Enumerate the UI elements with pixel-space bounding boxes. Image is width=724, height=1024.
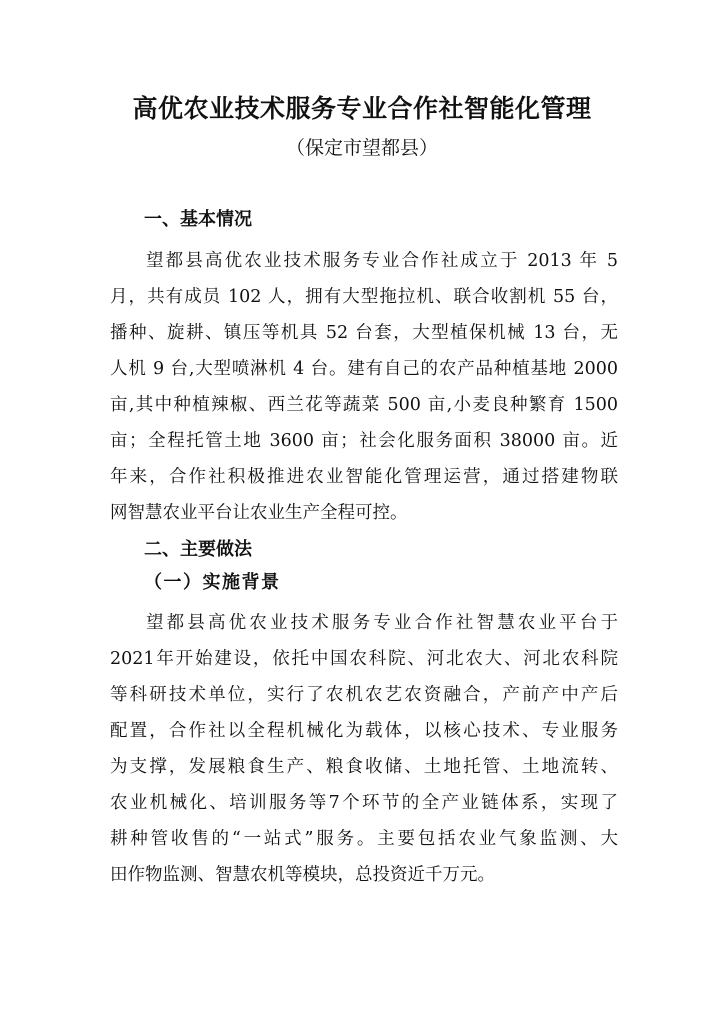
paragraph-line: 为支撑，发展粮食生产、粮食收储、土地托管、土地流转、 — [110, 757, 618, 777]
paragraph-line: 2021年开始建设，依托中国农科院、河北农大、河北农科院 — [110, 649, 618, 669]
paragraph-line: 望都县高优农业技术服务专业合作社智慧农业平台于 — [146, 613, 618, 633]
paragraph-line: 人机 9 台,大型喷淋机 4 台。建有自己的农产品种植基地 2000 — [110, 359, 618, 379]
paragraph-line: 月，共有成员 102 人，拥有大型拖拉机、联合收割机 55 台， — [110, 287, 618, 307]
document-subtitle: （保定市望都县） — [285, 137, 438, 159]
paragraph-basic-info — [110, 243, 618, 531]
paragraph-line: 田作物监测、智慧农机等模块，总投资近千万元。 — [110, 865, 495, 885]
document-title: 高优农业技术服务专业合作社智能化管理 — [132, 94, 592, 123]
paragraph-line: 亩；全程托管土地 3600 亩；社会化服务面积 38000 亩。近 — [110, 431, 618, 451]
paragraph-line: 配置，合作社以全程机械化为载体，以核心技术、专业服务 — [110, 721, 618, 741]
paragraph-line: 网智慧农业平台让农业生产全程可控。 — [110, 503, 408, 523]
subsection-heading-background: （一）实施背景 — [144, 572, 281, 593]
paragraph-background — [110, 605, 618, 893]
paragraph-line: 播种、旋耕、镇压等机具 52 台套，大型植保机械 13 台，无 — [110, 323, 618, 343]
paragraph-line: 亩,其中种植辣椒、西兰花等蔬菜 500 亩,小麦良种繁育 1500 — [110, 395, 618, 415]
paragraph-line: 望都县高优农业技术服务专业合作社成立于 2013 年 5 — [146, 251, 618, 271]
section-heading-main-practices: 二、主要做法 — [144, 539, 252, 560]
paragraph-line: 耕种管收售的“一站式”服务。主要包括农业气象监测、大 — [110, 829, 618, 849]
paragraph-line: 农业机械化、培训服务等7个环节的全产业链体系，实现了 — [110, 793, 618, 813]
paragraph-line: 等科研技术单位，实行了农机农艺农资融合，产前产中产后 — [110, 685, 618, 705]
section-heading-basic-info: 一、基本情况 — [144, 209, 252, 230]
paragraph-line: 年来，合作社积极推进农业智能化管理运营，通过搭建物联 — [110, 467, 618, 487]
